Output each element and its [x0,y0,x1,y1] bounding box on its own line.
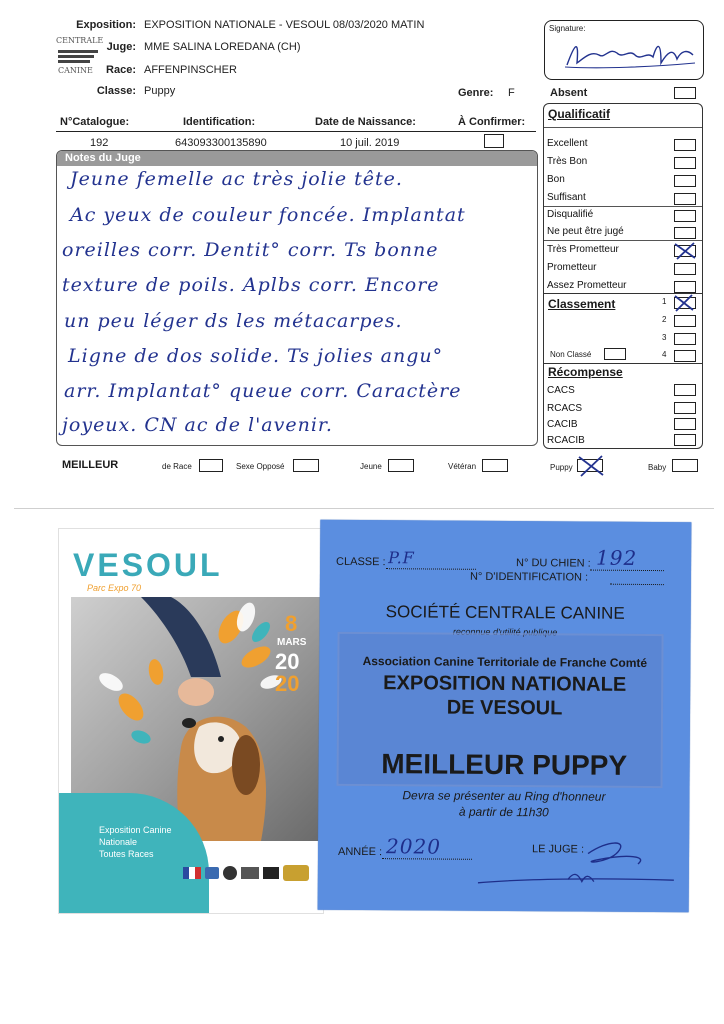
signature-scribble-icon [561,33,699,73]
flyer-caption-2: Nationale [99,837,138,847]
flyer-title: VESOUL [73,547,223,583]
qualificatif-disqualifie-checkbox[interactable] [674,210,696,222]
row-naissance: 10 juil. 2019 [340,137,400,149]
card-association: Association Canine Territoriale de Franche Comté [362,654,648,670]
logo-text-top: CENTRALE [56,36,104,45]
check-mark-icon [672,293,696,313]
qualificatif-bon-checkbox[interactable] [674,175,696,187]
notes-title: Notes du Juge [65,152,141,164]
qualificatif-prometteur: Prometteur [547,262,597,273]
meilleur-baby-checkbox[interactable] [672,459,698,472]
meilleur-jeune: Jeune [360,462,382,471]
header-confirmer: À Confirmer: [458,116,526,128]
recompense-rcacs-checkbox[interactable] [674,402,696,414]
genre-label: Genre: [458,87,494,99]
meilleur-baby: Baby [648,463,667,472]
recompense-cacib-checkbox[interactable] [674,418,696,430]
classe-label: Classe: [96,85,136,97]
card-chien-value: 192 [596,545,638,570]
flyer-caption-3: Toutes Races [99,849,154,859]
recompense-title: Récompense [548,365,623,379]
judging-sheet [0,0,724,510]
recompense-cacib: CACIB [547,419,578,430]
sponsor-logo-icon [283,865,309,881]
card-annee-line [382,858,472,860]
non-classe-label: Non Classé [550,350,592,359]
meilleur-label: MEILLEUR [62,459,119,471]
classement-rank-2: 2 [662,315,667,324]
qualificatif-disqualifie: Disqualifié [547,209,594,220]
qualificatif-tres-bon: Très Bon [547,156,588,167]
header-identification: Identification: [183,116,256,128]
card-classe-label: CLASSE : [336,555,386,569]
header-divider [56,131,536,132]
card-expo-line2: DE VESOUL [446,696,563,720]
flyer-year-bottom: 20 [275,671,300,696]
classement-title: Classement [548,297,616,311]
card-ident-line [610,584,664,585]
absent-checkbox[interactable] [674,87,696,99]
expo-flyer [58,528,324,914]
row-identification: 643093300135890 [175,137,267,149]
award-card [318,520,692,913]
sponsor-logo-icon [205,867,219,879]
signature-box [544,20,704,80]
card-expo-line1: EXPOSITION NATIONALE [383,672,627,696]
meilleur-de-race-checkbox[interactable] [199,459,223,472]
results-panel [543,103,703,449]
header-catalogue: N°Catalogue: [60,116,130,128]
card-ident-label: N° D'IDENTIFICATION : [469,570,589,584]
qualificatif-assez-prometteur-checkbox[interactable] [674,281,696,293]
exposition-value: EXPOSITION NATIONALE - VESOUL 08/03/2020 MATIN [144,19,425,31]
meilleur-de-race: de Race [162,462,192,471]
qualificatif-prometteur-checkbox[interactable] [674,263,696,275]
classement-rank-1: 1 [662,297,667,306]
qualificatif-ne-peut-etre-juge: Ne peut être jugé [547,226,624,237]
note-line-1: Jeune femelle ac très jolie tête. [70,168,403,190]
note-line-5: un peu léger ds les métacarpes. [64,310,403,332]
juge-value: MME SALINA LOREDANA (CH) [144,41,301,53]
logo-text-bottom: CANINE [58,66,93,75]
note-line-6: Ligne de dos solide. Ts jolies angu° [68,345,444,367]
meilleur-veteran-checkbox[interactable] [482,459,508,472]
confirmer-checkbox[interactable] [484,134,504,148]
note-line-7: arr. Implantat° queue corr. Caractère [64,380,462,402]
meilleur-puppy: Puppy [550,463,573,472]
classement-rank-4-checkbox[interactable] [674,350,696,362]
card-instruction-1: Devra se présenter au Ring d'honneur [402,788,606,804]
card-classe-value: P.F [388,548,415,568]
judge-signature-icon [478,833,678,894]
header-naissance: Date de Naissance: [315,116,416,128]
flyer-caption-1: Exposition Canine [99,825,172,835]
recompense-rcacs: RCACS [547,403,583,414]
qualificatif-suffisant: Suffisant [547,192,586,203]
race-value: AFFENPINSCHER [144,64,237,76]
classement-rank-2-checkbox[interactable] [674,315,696,327]
card-org-subtitle: reconnue d'utilité publique [452,626,558,638]
meilleur-jeune-checkbox[interactable] [388,459,414,472]
qualificatif-bon: Bon [547,174,565,185]
recompense-cacs: CACS [547,385,575,396]
absent-label: Absent [550,87,588,99]
card-chien-line [590,570,664,572]
sponsor-logo-icon [241,867,259,879]
juge-label: Juge: [106,41,136,53]
classement-rank-4: 4 [662,350,667,359]
sponsor-logo-icon [223,866,237,880]
exposition-label: Exposition: [76,19,136,31]
card-classe-line [386,568,476,570]
classement-rank-3: 3 [662,333,667,342]
note-line-2: Ac yeux de couleur foncée. Implantat [70,204,466,226]
card-chien-label: N° DU CHIEN : [516,557,591,570]
signature-label: Signature: [549,24,586,33]
card-annee-label: ANNÉE : [338,845,383,859]
qualificatif-excellent-checkbox[interactable] [674,139,696,151]
note-line-3: oreilles corr. Dentit° corr. Ts bonne [62,239,439,261]
qualificatif-assez-prometteur: Assez Prometteur [547,280,627,291]
qualificatif-tres-prometteur: Très Prometteur [547,244,619,255]
recompense-rcacib: RCACIB [547,435,585,446]
card-juge-label: LE JUGE : [532,843,585,856]
card-org-title: SOCIÉTÉ CENTRALE CANINE [385,602,625,623]
recompense-rcacib-checkbox[interactable] [674,434,696,446]
qualificatif-title: Qualificatif [548,107,611,121]
row-catalogue: 192 [90,137,109,149]
classement-rank-3-checkbox[interactable] [674,333,696,345]
flyer-year-top: 20 [275,649,300,674]
card-award: MEILLEUR PUPPY [381,748,628,781]
sheet-bottom-edge [14,508,714,509]
flyer-subtitle: Parc Expo 70 [87,583,142,593]
genre-value: F [508,87,515,99]
flyer-date-month: MARS [277,637,307,648]
non-classe-checkbox[interactable] [604,348,626,360]
qualificatif-tres-bon-checkbox[interactable] [674,157,696,169]
meilleur-sexe-oppose: Sexe Opposé [236,462,285,471]
qualificatif-ne-peut-etre-juge-checkbox[interactable] [674,227,696,239]
check-mark-icon [576,454,606,478]
card-annee-value: 2020 [386,834,442,859]
sponsor-logos [183,865,313,883]
notes-title-bar [57,151,537,166]
note-line-8: joyeux. CN ac de l'avenir. [62,414,333,436]
classe-value: Puppy [144,85,176,97]
card-instruction-2: à partir de 11h30 [458,804,549,820]
check-mark-icon [672,241,698,261]
sponsor-logo-icon [183,867,201,879]
recompense-cacs-checkbox[interactable] [674,384,696,396]
sponsor-logo-icon [263,867,279,879]
note-line-4: texture de poils. Aplbs corr. Encore [62,274,440,296]
race-label: Race: [106,64,136,76]
flyer-date-day: 8 [285,611,298,636]
qualificatif-suffisant-checkbox[interactable] [674,193,696,205]
centrale-canine-logo [56,36,102,78]
qualificatif-excellent: Excellent [547,138,588,149]
meilleur-sexe-oppose-checkbox[interactable] [293,459,319,472]
meilleur-veteran: Vétéran [448,462,477,471]
